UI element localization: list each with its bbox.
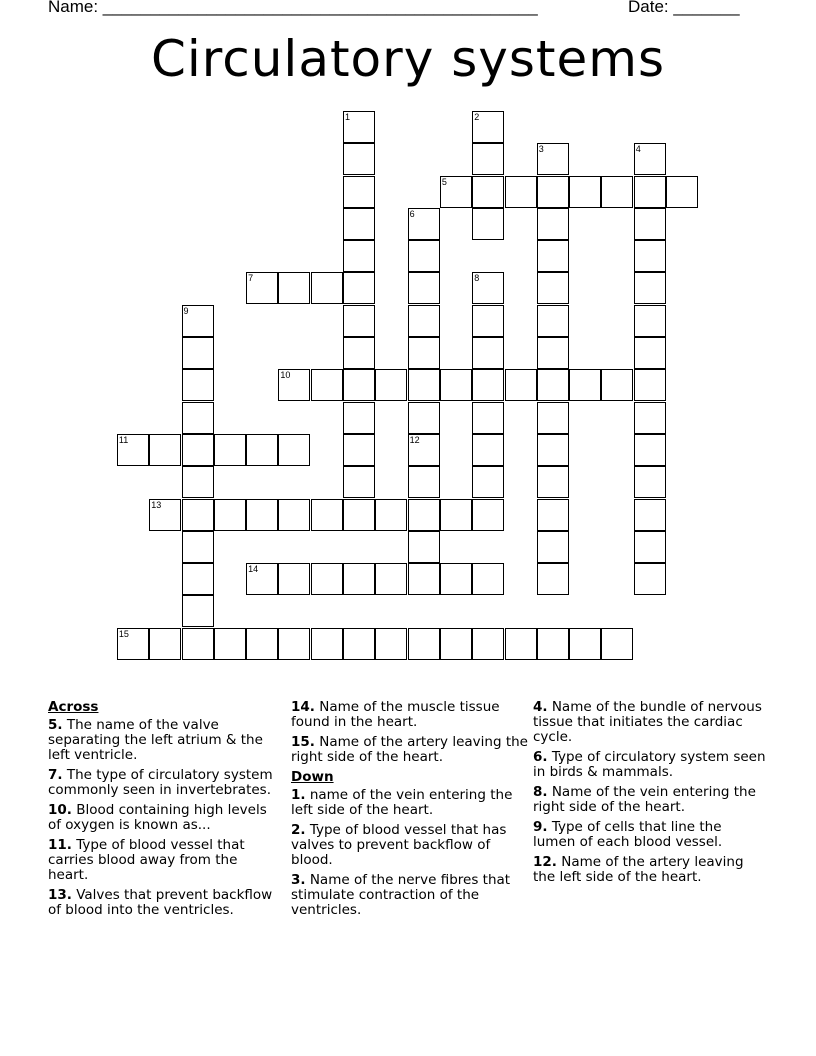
grid-cell[interactable]	[634, 369, 666, 401]
date-field[interactable]: Date: _______	[628, 0, 740, 16]
grid-cell[interactable]	[472, 337, 504, 369]
page-title: Circulatory systems	[150, 30, 666, 88]
clue-number: 12	[409, 434, 420, 445]
grid-cell[interactable]	[537, 628, 569, 660]
clue-down-4: 4. Name of the bundle of nervous tissue that initiates the cardiac cycle.	[533, 699, 762, 745]
clues-column-3	[533, 700, 768, 890]
grid-cell[interactable]	[246, 499, 278, 531]
grid-cell[interactable]	[634, 531, 666, 563]
grid-cell[interactable]	[666, 176, 698, 208]
grid-cell[interactable]	[214, 628, 246, 660]
name-field[interactable]: Name: ______________________________________________	[48, 0, 538, 16]
grid-cell[interactable]	[505, 369, 537, 401]
grid-cell[interactable]	[149, 434, 181, 466]
grid-cell[interactable]	[375, 499, 407, 531]
clue-number: 4	[635, 144, 641, 155]
clue-down-1: 1. name of the vein entering the left side of the heart.	[291, 787, 513, 818]
clue-down-8: 8. Name of the vein entering the right side of the heart.	[533, 784, 756, 815]
grid-cell[interactable]	[182, 337, 214, 369]
grid-cell[interactable]	[408, 402, 440, 434]
grid-cell[interactable]	[343, 176, 375, 208]
clue-down-6: 6. Type of circulatory system seen in birds & mammals.	[533, 749, 766, 780]
clue-across-15: 15. Name of the artery leaving the right side of the heart.	[291, 734, 528, 765]
grid-cell[interactable]	[472, 402, 504, 434]
grid-cell[interactable]	[343, 272, 375, 304]
grid-cell[interactable]	[537, 240, 569, 272]
grid-cell[interactable]	[601, 176, 633, 208]
grid-cell[interactable]	[343, 434, 375, 466]
clue-number: 1	[345, 111, 351, 122]
grid-cell[interactable]	[343, 337, 375, 369]
grid-cell[interactable]	[472, 111, 504, 143]
clue-number: 6	[409, 208, 415, 219]
clues-column-1	[48, 700, 280, 923]
grid-cell[interactable]	[634, 208, 666, 240]
clue-number: 10	[280, 370, 291, 381]
grid-cell[interactable]	[343, 240, 375, 272]
grid-cell[interactable]	[408, 563, 440, 595]
grid-cell[interactable]	[472, 434, 504, 466]
down-heading: Down	[291, 769, 334, 785]
grid-cell[interactable]	[472, 499, 504, 531]
grid-cell[interactable]	[472, 143, 504, 175]
grid-cell[interactable]	[182, 434, 214, 466]
clue-number: 11	[118, 434, 129, 445]
grid-cell[interactable]	[182, 466, 214, 498]
grid-cell[interactable]	[408, 369, 440, 401]
grid-cell[interactable]	[375, 563, 407, 595]
grid-cell[interactable]	[601, 628, 633, 660]
grid-cell[interactable]	[634, 466, 666, 498]
grid-cell[interactable]	[569, 628, 601, 660]
clue-down-9: 9. Type of cells that line the lumen of each blood vessel.	[533, 819, 723, 850]
grid-cell[interactable]	[149, 628, 181, 660]
grid-cell[interactable]	[472, 305, 504, 337]
grid-cell[interactable]	[343, 563, 375, 595]
clue-across-10: 10. Blood containing high levels of oxygen is known as...	[48, 802, 267, 833]
grid-cell[interactable]	[472, 628, 504, 660]
grid-cell[interactable]	[472, 176, 504, 208]
grid-cell[interactable]	[246, 272, 278, 304]
grid-cell[interactable]	[537, 434, 569, 466]
grid-cell[interactable]	[537, 466, 569, 498]
grid-cell[interactable]	[537, 337, 569, 369]
grid-cell[interactable]	[278, 434, 310, 466]
grid-cell[interactable]	[246, 628, 278, 660]
grid-cell[interactable]	[569, 176, 601, 208]
grid-cell[interactable]	[408, 272, 440, 304]
grid-cell[interactable]	[149, 499, 181, 531]
grid-cell[interactable]	[601, 369, 633, 401]
grid-cell[interactable]	[408, 628, 440, 660]
grid-cell[interactable]	[440, 176, 472, 208]
grid-cell[interactable]	[408, 434, 440, 466]
grid-cell[interactable]	[246, 563, 278, 595]
grid-cell[interactable]	[537, 369, 569, 401]
grid-cell[interactable]	[537, 531, 569, 563]
clue-number: 7	[248, 273, 254, 284]
grid-cell[interactable]	[182, 369, 214, 401]
clue-number: 9	[183, 305, 189, 316]
grid-cell[interactable]	[182, 628, 214, 660]
grid-cell[interactable]	[278, 272, 310, 304]
grid-cell[interactable]	[440, 499, 472, 531]
across-heading: Across	[48, 699, 99, 715]
grid-cell[interactable]	[634, 563, 666, 595]
grid-cell[interactable]	[343, 143, 375, 175]
grid-cell[interactable]	[634, 337, 666, 369]
grid-cell[interactable]	[343, 402, 375, 434]
grid-cell[interactable]	[182, 499, 214, 531]
grid-cell[interactable]	[375, 628, 407, 660]
clues-column-2	[291, 700, 529, 923]
clue-number: 14	[248, 564, 259, 575]
grid-cell[interactable]	[408, 499, 440, 531]
grid-cell[interactable]	[375, 369, 407, 401]
clue-across-5: 5. The name of the valve separating the left atrium & the left ventricle.	[48, 717, 263, 763]
clue-across-7: 7. The type of circulatory system commonly seen in invertebrates.	[48, 767, 273, 798]
clue-down-3: 3. Name of the nerve fibres that stimulate contraction of the ventricles.	[291, 872, 511, 918]
grid-cell[interactable]	[214, 434, 246, 466]
grid-cell[interactable]	[634, 305, 666, 337]
grid-cell[interactable]	[182, 595, 214, 627]
grid-cell[interactable]	[182, 563, 214, 595]
grid-cell[interactable]	[472, 208, 504, 240]
grid-cell[interactable]	[408, 531, 440, 563]
grid-cell[interactable]	[278, 563, 310, 595]
grid-cell[interactable]	[311, 563, 343, 595]
grid-cell[interactable]	[408, 305, 440, 337]
grid-cell[interactable]	[408, 337, 440, 369]
grid-cell[interactable]	[278, 499, 310, 531]
grid-cell[interactable]	[634, 272, 666, 304]
grid-cell[interactable]	[117, 628, 149, 660]
grid-cell[interactable]	[343, 369, 375, 401]
grid-cell[interactable]	[634, 434, 666, 466]
clue-number: 5	[441, 176, 447, 187]
grid-cell[interactable]	[634, 143, 666, 175]
grid-cell[interactable]	[472, 563, 504, 595]
grid-cell[interactable]	[537, 208, 569, 240]
grid-cell[interactable]	[343, 628, 375, 660]
grid-cell[interactable]	[537, 305, 569, 337]
grid-cell[interactable]	[117, 434, 149, 466]
clue-down-2: 2. Type of blood vessel that has valves to prevent backflow of blood.	[291, 822, 507, 868]
grid-cell[interactable]	[343, 111, 375, 143]
grid-cell[interactable]	[505, 628, 537, 660]
grid-cell[interactable]	[472, 369, 504, 401]
grid-cell[interactable]	[311, 369, 343, 401]
grid-cell[interactable]	[440, 628, 472, 660]
grid-cell[interactable]	[634, 499, 666, 531]
clue-number: 8	[474, 273, 480, 284]
grid-cell[interactable]	[311, 499, 343, 531]
grid-cell[interactable]	[634, 240, 666, 272]
clue-number: 15	[118, 628, 129, 639]
grid-cell[interactable]	[343, 305, 375, 337]
grid-cell[interactable]	[311, 628, 343, 660]
grid-cell[interactable]	[343, 499, 375, 531]
grid-cell[interactable]	[440, 563, 472, 595]
clue-across-14: 14. Name of the muscle tissue found in the heart.	[291, 699, 500, 730]
grid-cell[interactable]	[343, 208, 375, 240]
grid-cell[interactable]	[537, 402, 569, 434]
grid-cell[interactable]	[278, 628, 310, 660]
grid-cell[interactable]	[343, 466, 375, 498]
grid-cell[interactable]	[440, 369, 472, 401]
grid-cell[interactable]	[634, 402, 666, 434]
grid-cell[interactable]	[278, 369, 310, 401]
clue-across-11: 11. Type of blood vessel that carries blood away from the heart.	[48, 837, 245, 883]
clue-across-13: 13. Valves that prevent backflow of blood into the ventricles.	[48, 887, 273, 918]
grid-cell[interactable]	[408, 466, 440, 498]
grid-cell[interactable]	[505, 176, 537, 208]
grid-cell[interactable]	[408, 208, 440, 240]
grid-cell[interactable]	[537, 272, 569, 304]
clue-down-12: 12. Name of the artery leaving the left side of the heart.	[533, 854, 744, 885]
clue-number: 13	[151, 499, 162, 510]
grid-cell[interactable]	[569, 369, 601, 401]
clue-number: 2	[474, 111, 480, 122]
grid-cell[interactable]	[311, 272, 343, 304]
grid-cell[interactable]	[408, 240, 440, 272]
grid-cell[interactable]	[472, 466, 504, 498]
grid-cell[interactable]	[537, 563, 569, 595]
grid-cell[interactable]	[182, 305, 214, 337]
grid-cell[interactable]	[214, 499, 246, 531]
grid-cell[interactable]	[634, 176, 666, 208]
grid-cell[interactable]	[182, 531, 214, 563]
grid-cell[interactable]	[182, 402, 214, 434]
grid-cell[interactable]	[537, 143, 569, 175]
grid-cell[interactable]	[246, 434, 278, 466]
grid-cell[interactable]	[537, 499, 569, 531]
grid-cell[interactable]	[472, 272, 504, 304]
grid-cell[interactable]	[537, 176, 569, 208]
clue-number: 3	[538, 144, 544, 155]
